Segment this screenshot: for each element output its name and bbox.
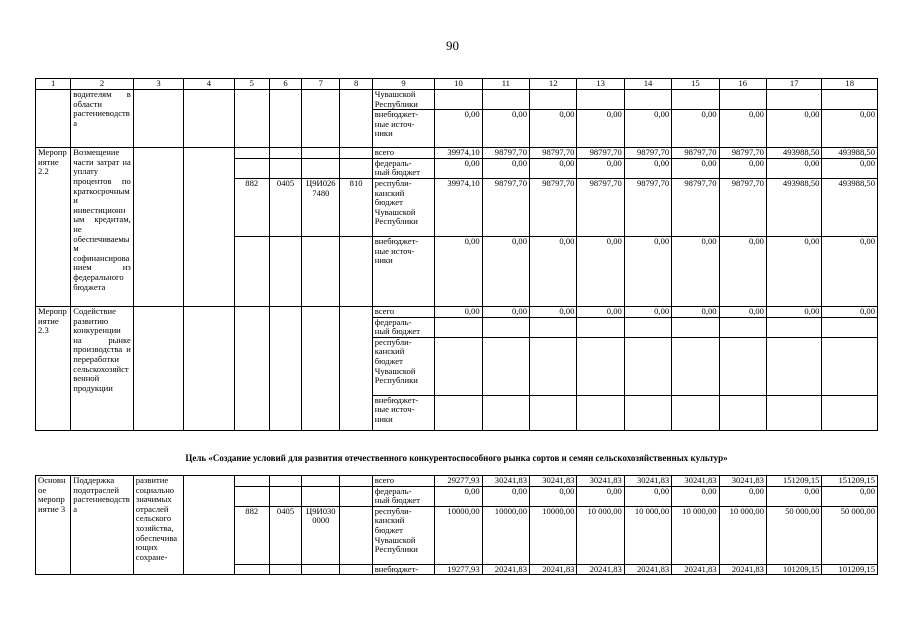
cell-col-6 — [269, 476, 301, 487]
cell-col-8 — [340, 90, 372, 148]
goal-heading: Цель «Создание условий для развития отечественного конкурентоспособного рынка сортов и семян сельскохозяйственных культур» — [185, 453, 728, 463]
amount-cell: 29277,93 — [435, 476, 482, 487]
amount-cell: 30241,83 — [530, 476, 577, 487]
amount-cell: 0,00 — [672, 306, 719, 317]
amount-cell: 30241,83 — [577, 476, 624, 487]
amount-cell: 0,00 — [766, 486, 821, 506]
amount-cell — [822, 337, 878, 395]
amount-cell: 98797,70 — [672, 148, 719, 159]
col-number: 13 — [577, 79, 624, 90]
amount-cell: 0,00 — [766, 236, 821, 306]
amount-cell: 50 000,00 — [766, 506, 821, 564]
amount-cell: 0,00 — [719, 236, 766, 306]
funding-source-label: республи- канский бюджет Чувашской Республики — [372, 337, 435, 395]
amount-cell: 98797,70 — [624, 148, 671, 159]
funding-source-label: республи- канский бюджет Чувашской Республики — [372, 506, 435, 564]
cell-col-7: Ц9И026 7480 — [302, 178, 340, 236]
amount-cell: 493988,50 — [822, 178, 878, 236]
amount-cell — [577, 317, 624, 337]
amount-cell: 0,00 — [822, 110, 878, 148]
col-number: 11 — [482, 79, 529, 90]
amount-cell: 0,00 — [766, 306, 821, 317]
amount-cell: 98797,70 — [530, 148, 577, 159]
amount-cell: 0,00 — [435, 158, 482, 178]
cell-col-1: Мероприятие 2.2 — [36, 148, 71, 307]
amount-cell — [577, 395, 624, 430]
funding-source-label: всего — [372, 306, 435, 317]
amount-cell — [822, 395, 878, 430]
table-row — [36, 148, 878, 159]
cell-col-3 — [133, 148, 183, 307]
amount-cell: 20241,83 — [482, 564, 529, 575]
amount-cell: 98797,70 — [719, 148, 766, 159]
amount-cell — [482, 90, 529, 110]
cell-col-6 — [269, 236, 301, 306]
amount-cell — [624, 90, 671, 110]
amount-cell: 0,00 — [435, 110, 482, 148]
amount-cell — [482, 317, 529, 337]
block-continuation — [36, 90, 878, 148]
cell-col-6 — [269, 486, 301, 506]
cell-col-7 — [302, 306, 340, 430]
amount-cell: 0,00 — [530, 158, 577, 178]
amount-cell — [766, 395, 821, 430]
amount-cell: 0,00 — [435, 306, 482, 317]
col-number: 3 — [133, 79, 183, 90]
amount-cell: 20241,83 — [624, 564, 671, 575]
cell-col-4 — [184, 476, 234, 575]
cell-col-6: 0405 — [269, 506, 301, 564]
table-row — [36, 90, 878, 110]
col-number: 18 — [822, 79, 878, 90]
cell-col-8 — [340, 564, 372, 575]
col-number: 5 — [234, 79, 269, 90]
col-number: 10 — [435, 79, 482, 90]
amount-cell: 20241,83 — [530, 564, 577, 575]
amount-cell — [435, 337, 482, 395]
cell-col-5 — [234, 476, 269, 487]
amount-cell: 50 000,00 — [822, 506, 878, 564]
amount-cell — [672, 90, 719, 110]
amount-cell: 0,00 — [822, 486, 878, 506]
amount-cell — [435, 90, 482, 110]
funding-source-label: республи- канский бюджет Чувашской Республики — [372, 178, 435, 236]
amount-cell: 0,00 — [624, 486, 671, 506]
cell-col-1: Мероприятие 2.3 — [36, 306, 71, 430]
col-number: 17 — [766, 79, 821, 90]
funding-source-label: федераль- ный бюджет — [372, 158, 435, 178]
budget-table — [35, 78, 878, 431]
amount-cell: 98797,70 — [624, 178, 671, 236]
amount-cell: 30241,83 — [719, 476, 766, 487]
cell-col-7 — [302, 476, 340, 487]
amount-cell: 0,00 — [719, 306, 766, 317]
cell-col-6 — [269, 148, 301, 159]
cell-col-7 — [302, 564, 340, 575]
amount-cell: 98797,70 — [672, 178, 719, 236]
cell-col-4 — [184, 90, 234, 148]
cell-col-2: Возмещение части затрат на уплату процентов по краткосрочным и инвестиционным кредитам, не обеспечиваемым софинансированием из федерального бюджета — [71, 148, 134, 307]
amount-cell: 0,00 — [577, 306, 624, 317]
amount-cell: 39974,10 — [435, 178, 482, 236]
amount-cell: 20241,83 — [719, 564, 766, 575]
table-row — [36, 476, 878, 487]
amount-cell: 10000,00 — [435, 506, 482, 564]
cell-col-2: Поддержка подотраслей растениеводства — [71, 476, 134, 575]
amount-cell: 0,00 — [624, 306, 671, 317]
cell-col-8 — [340, 486, 372, 506]
amount-cell: 98797,70 — [530, 178, 577, 236]
amount-cell: 0,00 — [482, 306, 529, 317]
funding-source-label: федераль- ный бюджет — [372, 486, 435, 506]
amount-cell — [530, 337, 577, 395]
cell-col-5 — [234, 158, 269, 178]
amount-cell: 0,00 — [672, 158, 719, 178]
col-number: 2 — [71, 79, 134, 90]
amount-cell — [822, 90, 878, 110]
amount-cell — [672, 337, 719, 395]
funding-source-label: федераль- ный бюджет — [372, 317, 435, 337]
amount-cell: 0,00 — [577, 486, 624, 506]
cell-col-8 — [340, 236, 372, 306]
cell-col-6 — [269, 306, 301, 430]
cell-col-5 — [234, 148, 269, 159]
amount-cell — [719, 90, 766, 110]
amount-cell: 0,00 — [530, 306, 577, 317]
col-number: 8 — [340, 79, 372, 90]
amount-cell: 101209,15 — [766, 564, 821, 575]
funding-source-label: всего — [372, 476, 435, 487]
amount-cell: 10000,00 — [482, 506, 529, 564]
amount-cell: 0,00 — [435, 486, 482, 506]
amount-cell: 493988,50 — [766, 148, 821, 159]
amount-cell — [719, 395, 766, 430]
funding-source-label: внебюджет- ные источ- ники — [372, 395, 435, 430]
cell-col-8 — [340, 158, 372, 178]
cell-col-7 — [302, 148, 340, 159]
amount-cell: 0,00 — [822, 158, 878, 178]
amount-cell: 0,00 — [672, 486, 719, 506]
amount-cell: 30241,83 — [482, 476, 529, 487]
funding-source-label: внебюджет- — [372, 564, 435, 575]
amount-cell: 0,00 — [482, 158, 529, 178]
amount-cell: 493988,50 — [822, 148, 878, 159]
amount-cell: 10 000,00 — [577, 506, 624, 564]
amount-cell: 0,00 — [577, 110, 624, 148]
cell-col-4 — [184, 306, 234, 430]
amount-cell: 10000,00 — [530, 506, 577, 564]
column-number-row — [36, 79, 878, 90]
amount-cell — [435, 395, 482, 430]
amount-cell: 0,00 — [482, 236, 529, 306]
col-number: 15 — [672, 79, 719, 90]
cell-col-3: развитие социально значимых отраслей сельского хозяйства, обеспечивающих сохране- — [133, 476, 183, 575]
col-number: 9 — [372, 79, 435, 90]
cell-col-6 — [269, 564, 301, 575]
amount-cell: 30241,83 — [672, 476, 719, 487]
table-row — [36, 306, 878, 317]
amount-cell: 0,00 — [624, 236, 671, 306]
cell-col-1 — [36, 90, 71, 148]
amount-cell: 20241,83 — [672, 564, 719, 575]
cell-col-8: 810 — [340, 178, 372, 236]
cell-col-5 — [234, 306, 269, 430]
block-measure-2-2 — [36, 148, 878, 307]
amount-cell — [482, 337, 529, 395]
amount-cell — [624, 337, 671, 395]
amount-cell — [530, 395, 577, 430]
amount-cell — [719, 337, 766, 395]
amount-cell: 20241,83 — [577, 564, 624, 575]
amount-cell — [672, 317, 719, 337]
amount-cell: 0,00 — [530, 486, 577, 506]
amount-cell — [577, 337, 624, 395]
amount-cell: 0,00 — [766, 158, 821, 178]
amount-cell: 10 000,00 — [672, 506, 719, 564]
amount-cell — [766, 317, 821, 337]
cell-col-7: Ц9И030 0000 — [302, 506, 340, 564]
funding-source-label: Чувашской Республики — [372, 90, 435, 110]
amount-cell: 0,00 — [822, 306, 878, 317]
amount-cell: 0,00 — [435, 236, 482, 306]
col-number: 14 — [624, 79, 671, 90]
cell-col-8 — [340, 506, 372, 564]
cell-col-6 — [269, 158, 301, 178]
amount-cell: 0,00 — [624, 158, 671, 178]
col-number: 1 — [36, 79, 71, 90]
amount-cell: 0,00 — [624, 110, 671, 148]
cell-col-2: Содействие развитию конкуренции на рынке производства и переработки сельскохозяйственной продукции — [71, 306, 134, 430]
amount-cell — [482, 395, 529, 430]
funding-source-label: внебюджет- ные источ- ники — [372, 110, 435, 148]
amount-cell — [766, 90, 821, 110]
amount-cell: 98797,70 — [719, 178, 766, 236]
amount-cell: 0,00 — [719, 486, 766, 506]
col-number: 7 — [302, 79, 340, 90]
amount-cell: 19277,93 — [435, 564, 482, 575]
cell-col-5: 882 — [234, 506, 269, 564]
amount-cell: 98797,70 — [482, 148, 529, 159]
amount-cell: 0,00 — [482, 110, 529, 148]
cell-col-5 — [234, 236, 269, 306]
amount-cell: 151209,15 — [766, 476, 821, 487]
cell-col-2: водителям в области растениеводства — [71, 90, 134, 148]
amount-cell: 98797,70 — [577, 178, 624, 236]
col-number: 6 — [269, 79, 301, 90]
cell-col-5 — [234, 564, 269, 575]
amount-cell: 0,00 — [822, 236, 878, 306]
cell-col-1: Основное мероприятие 3 — [36, 476, 71, 575]
amount-cell: 39974,10 — [435, 148, 482, 159]
amount-cell: 10 000,00 — [719, 506, 766, 564]
amount-cell: 10 000,00 — [624, 506, 671, 564]
amount-cell — [577, 90, 624, 110]
amount-cell: 0,00 — [482, 486, 529, 506]
amount-cell: 0,00 — [530, 236, 577, 306]
amount-cell — [672, 395, 719, 430]
amount-cell: 0,00 — [672, 236, 719, 306]
cell-col-7 — [302, 90, 340, 148]
amount-cell — [822, 317, 878, 337]
goal-table — [35, 475, 878, 575]
cell-col-8 — [340, 476, 372, 487]
amount-cell: 493988,50 — [766, 178, 821, 236]
amount-cell: 101209,15 — [822, 564, 878, 575]
amount-cell — [435, 317, 482, 337]
col-number: 12 — [530, 79, 577, 90]
block-main-measure-3 — [36, 476, 878, 575]
amount-cell: 0,00 — [530, 110, 577, 148]
amount-cell: 30241,83 — [624, 476, 671, 487]
block-measure-2-3 — [36, 306, 878, 430]
page-number: 90 — [446, 38, 459, 53]
cell-col-7 — [302, 486, 340, 506]
amount-cell: 0,00 — [577, 158, 624, 178]
amount-cell — [624, 317, 671, 337]
amount-cell: 151209,15 — [822, 476, 878, 487]
col-number: 4 — [184, 79, 234, 90]
cell-col-7 — [302, 236, 340, 306]
amount-cell: 0,00 — [719, 158, 766, 178]
amount-cell: 0,00 — [577, 236, 624, 306]
cell-col-3 — [133, 90, 183, 148]
cell-col-5: 882 — [234, 178, 269, 236]
col-number: 16 — [719, 79, 766, 90]
amount-cell — [530, 317, 577, 337]
cell-col-8 — [340, 148, 372, 159]
amount-cell: 98797,70 — [577, 148, 624, 159]
amount-cell: 0,00 — [719, 110, 766, 148]
cell-col-6 — [269, 90, 301, 148]
cell-col-4 — [184, 148, 234, 307]
amount-cell — [530, 90, 577, 110]
cell-col-8 — [340, 306, 372, 430]
funding-source-label: внебюджет- ные источ- ники — [372, 236, 435, 306]
amount-cell: 98797,70 — [482, 178, 529, 236]
cell-col-6: 0405 — [269, 178, 301, 236]
cell-col-5 — [234, 486, 269, 506]
cell-col-3 — [133, 306, 183, 430]
amount-cell — [766, 337, 821, 395]
amount-cell: 0,00 — [766, 110, 821, 148]
funding-source-label: всего — [372, 148, 435, 159]
amount-cell — [719, 317, 766, 337]
cell-col-7 — [302, 158, 340, 178]
amount-cell: 0,00 — [672, 110, 719, 148]
cell-col-5 — [234, 90, 269, 148]
amount-cell — [624, 395, 671, 430]
